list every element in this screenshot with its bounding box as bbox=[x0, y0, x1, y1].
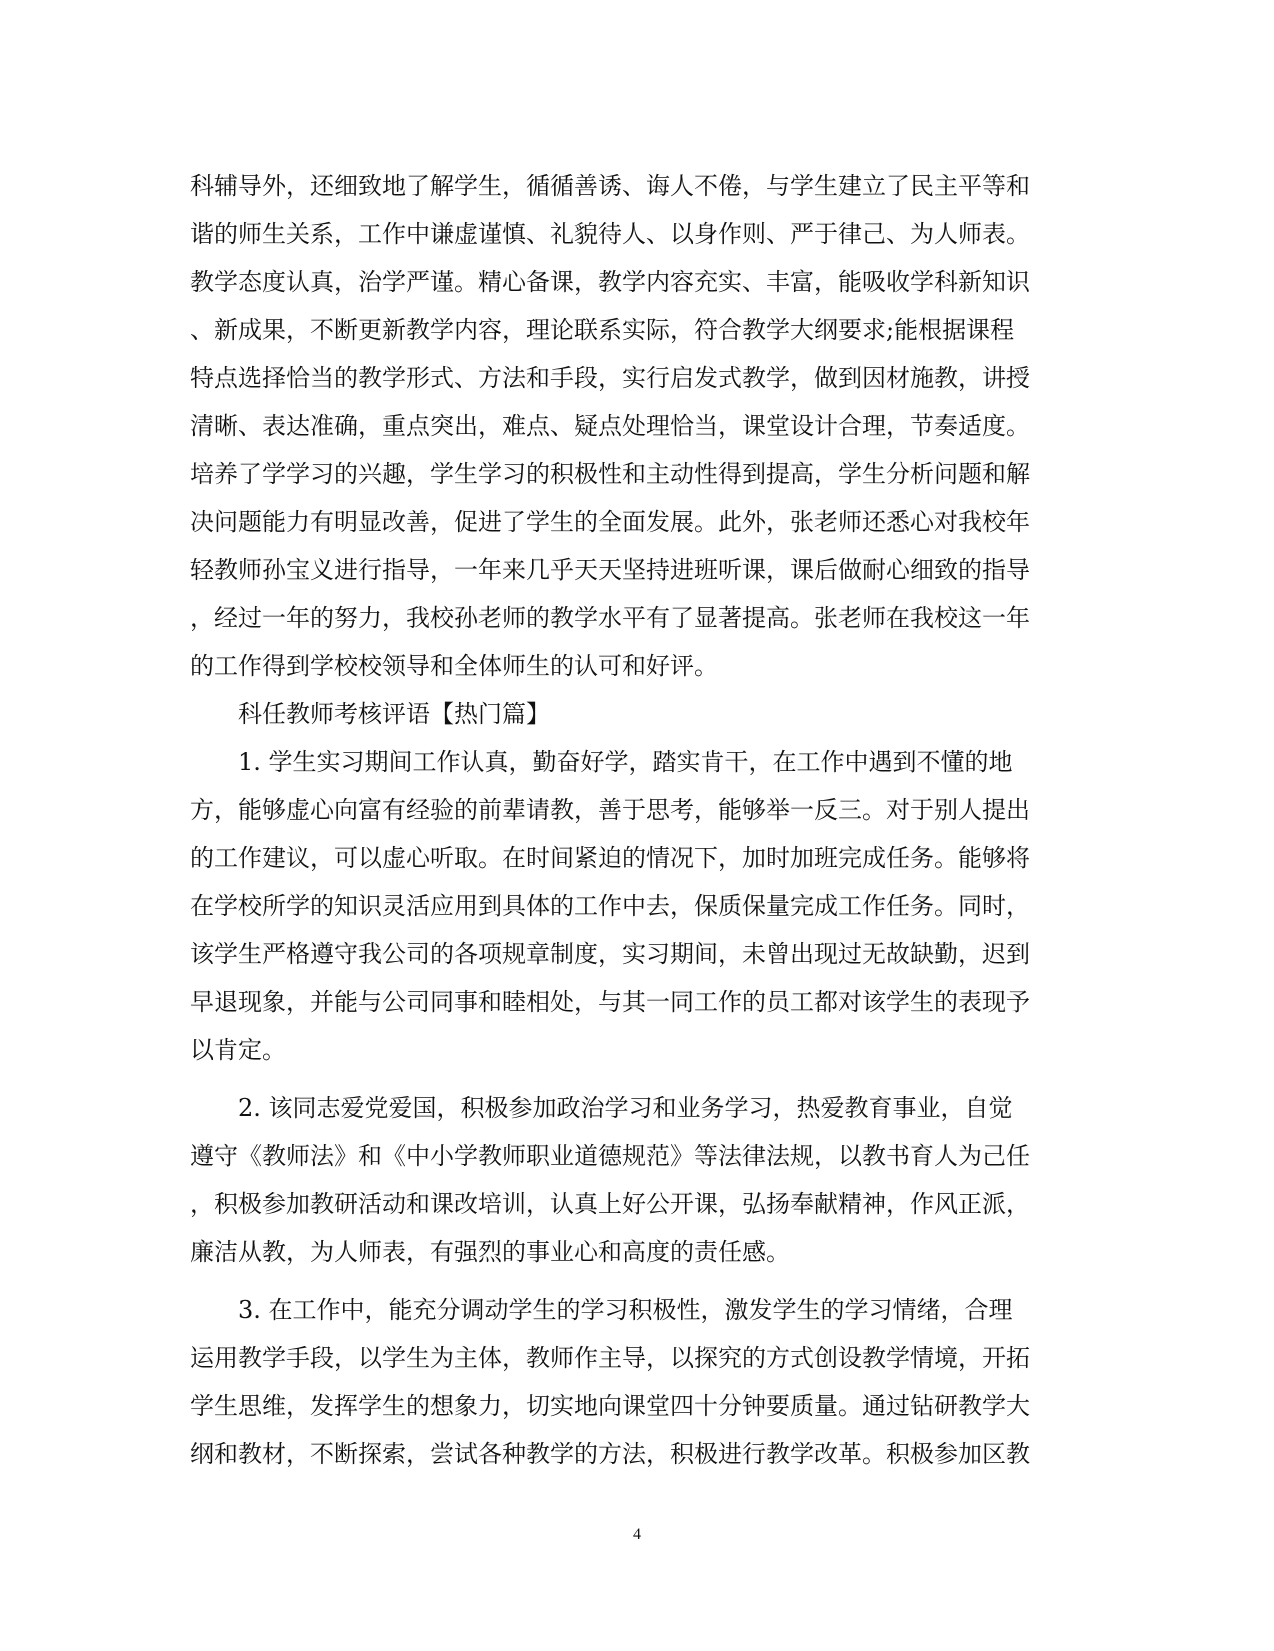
paragraph-gap bbox=[190, 1074, 1070, 1084]
text-line: 特点选择恰当的教学形式、方法和手段，实行启发式教学，做到因材施教，讲授 bbox=[190, 364, 1030, 392]
section-heading: 科任教师考核评语【热门篇】 bbox=[190, 700, 550, 728]
text-line: 纲和教材，不断探索，尝试各种教学的方法，积极进行教学改革。积极参加区教 bbox=[190, 1440, 1030, 1468]
text-line: 清晰、表达准确，重点突出，难点、疑点处理恰当，课堂设计合理，节奏适度。 bbox=[190, 412, 1030, 440]
page-number: 4 bbox=[633, 1526, 641, 1543]
document-body bbox=[190, 162, 1070, 1478]
text-line: 的工作得到学校校领导和全体师生的认可和好评。 bbox=[190, 652, 718, 680]
text-line: 早退现象，并能与公司同事和睦相处，与其一同工作的员工都对该学生的表现予 bbox=[190, 988, 1030, 1016]
text-line: 科辅导外，还细致地了解学生，循循善诱、诲人不倦，与学生建立了民主平等和 bbox=[190, 172, 1030, 200]
text-line: 轻教师孙宝义进行指导，一年来几乎天天坚持进班听课，课后做耐心细致的指导 bbox=[190, 556, 1030, 584]
text-line: 培养了学学习的兴趣，学生学习的积极性和主动性得到提高，学生分析问题和解 bbox=[190, 460, 1030, 488]
text-line: 、新成果，不断更新教学内容，理论联系实际，符合教学大纲要求;能根据课程 bbox=[190, 316, 1015, 344]
text-line: 教学态度认真，治学严谨。精心备课，教学内容充实、丰富，能吸收学科新知识 bbox=[190, 268, 1030, 296]
text-line: 决问题能力有明显改善，促进了学生的全面发展。此外，张老师还悉心对我校年 bbox=[190, 508, 1030, 536]
text-line: ，经过一年的努力，我校孙老师的教学水平有了显著提高。张老师在我校这一年 bbox=[190, 604, 1030, 632]
text-line: 以肯定。 bbox=[190, 1036, 286, 1064]
text-line: ，积极参加教研活动和课改培训，认真上好公开课，弘扬奉献精神，作风正派， bbox=[190, 1190, 1030, 1218]
paragraph-gap bbox=[190, 1276, 1070, 1286]
text-line: 谐的师生关系，工作中谦虚谨慎、礼貌待人、以身作则、严于律己、为人师表。 bbox=[190, 220, 1030, 248]
text-line: 学生思维，发挥学生的想象力，切实地向课堂四十分钟要质量。通过钻研教学大 bbox=[190, 1392, 1030, 1420]
text-line: 的工作建议，可以虚心听取。在时间紧迫的情况下，加时加班完成任务。能够将 bbox=[190, 844, 1030, 872]
text-line: 在学校所学的知识灵活应用到具体的工作中去，保质保量完成工作任务。同时， bbox=[190, 892, 1030, 920]
text-line: 2. 该同志爱党爱国，积极参加政治学习和业务学习，热爱教育事业，自觉 bbox=[190, 1094, 1013, 1122]
text-line: 廉洁从教，为人师表，有强烈的事业心和高度的责任感。 bbox=[190, 1238, 790, 1266]
text-line: 运用教学手段，以学生为主体，教师作主导，以探究的方式创设教学情境，开拓 bbox=[190, 1344, 1030, 1372]
text-line: 该学生严格遵守我公司的各项规章制度，实习期间，未曾出现过无故缺勤，迟到 bbox=[190, 940, 1030, 968]
text-line: 遵守《教师法》和《中小学教师职业道德规范》等法律法规，以教书育人为己任 bbox=[190, 1142, 1030, 1170]
text-line: 方，能够虚心向富有经验的前辈请教，善于思考，能够举一反三。对于别人提出 bbox=[190, 796, 1030, 824]
text-line: 3. 在工作中，能充分调动学生的学习积极性，激发学生的学习情绪，合理 bbox=[190, 1296, 1013, 1324]
text-line: 1. 学生实习期间工作认真，勤奋好学，踏实肯干，在工作中遇到不懂的地 bbox=[190, 748, 1013, 776]
